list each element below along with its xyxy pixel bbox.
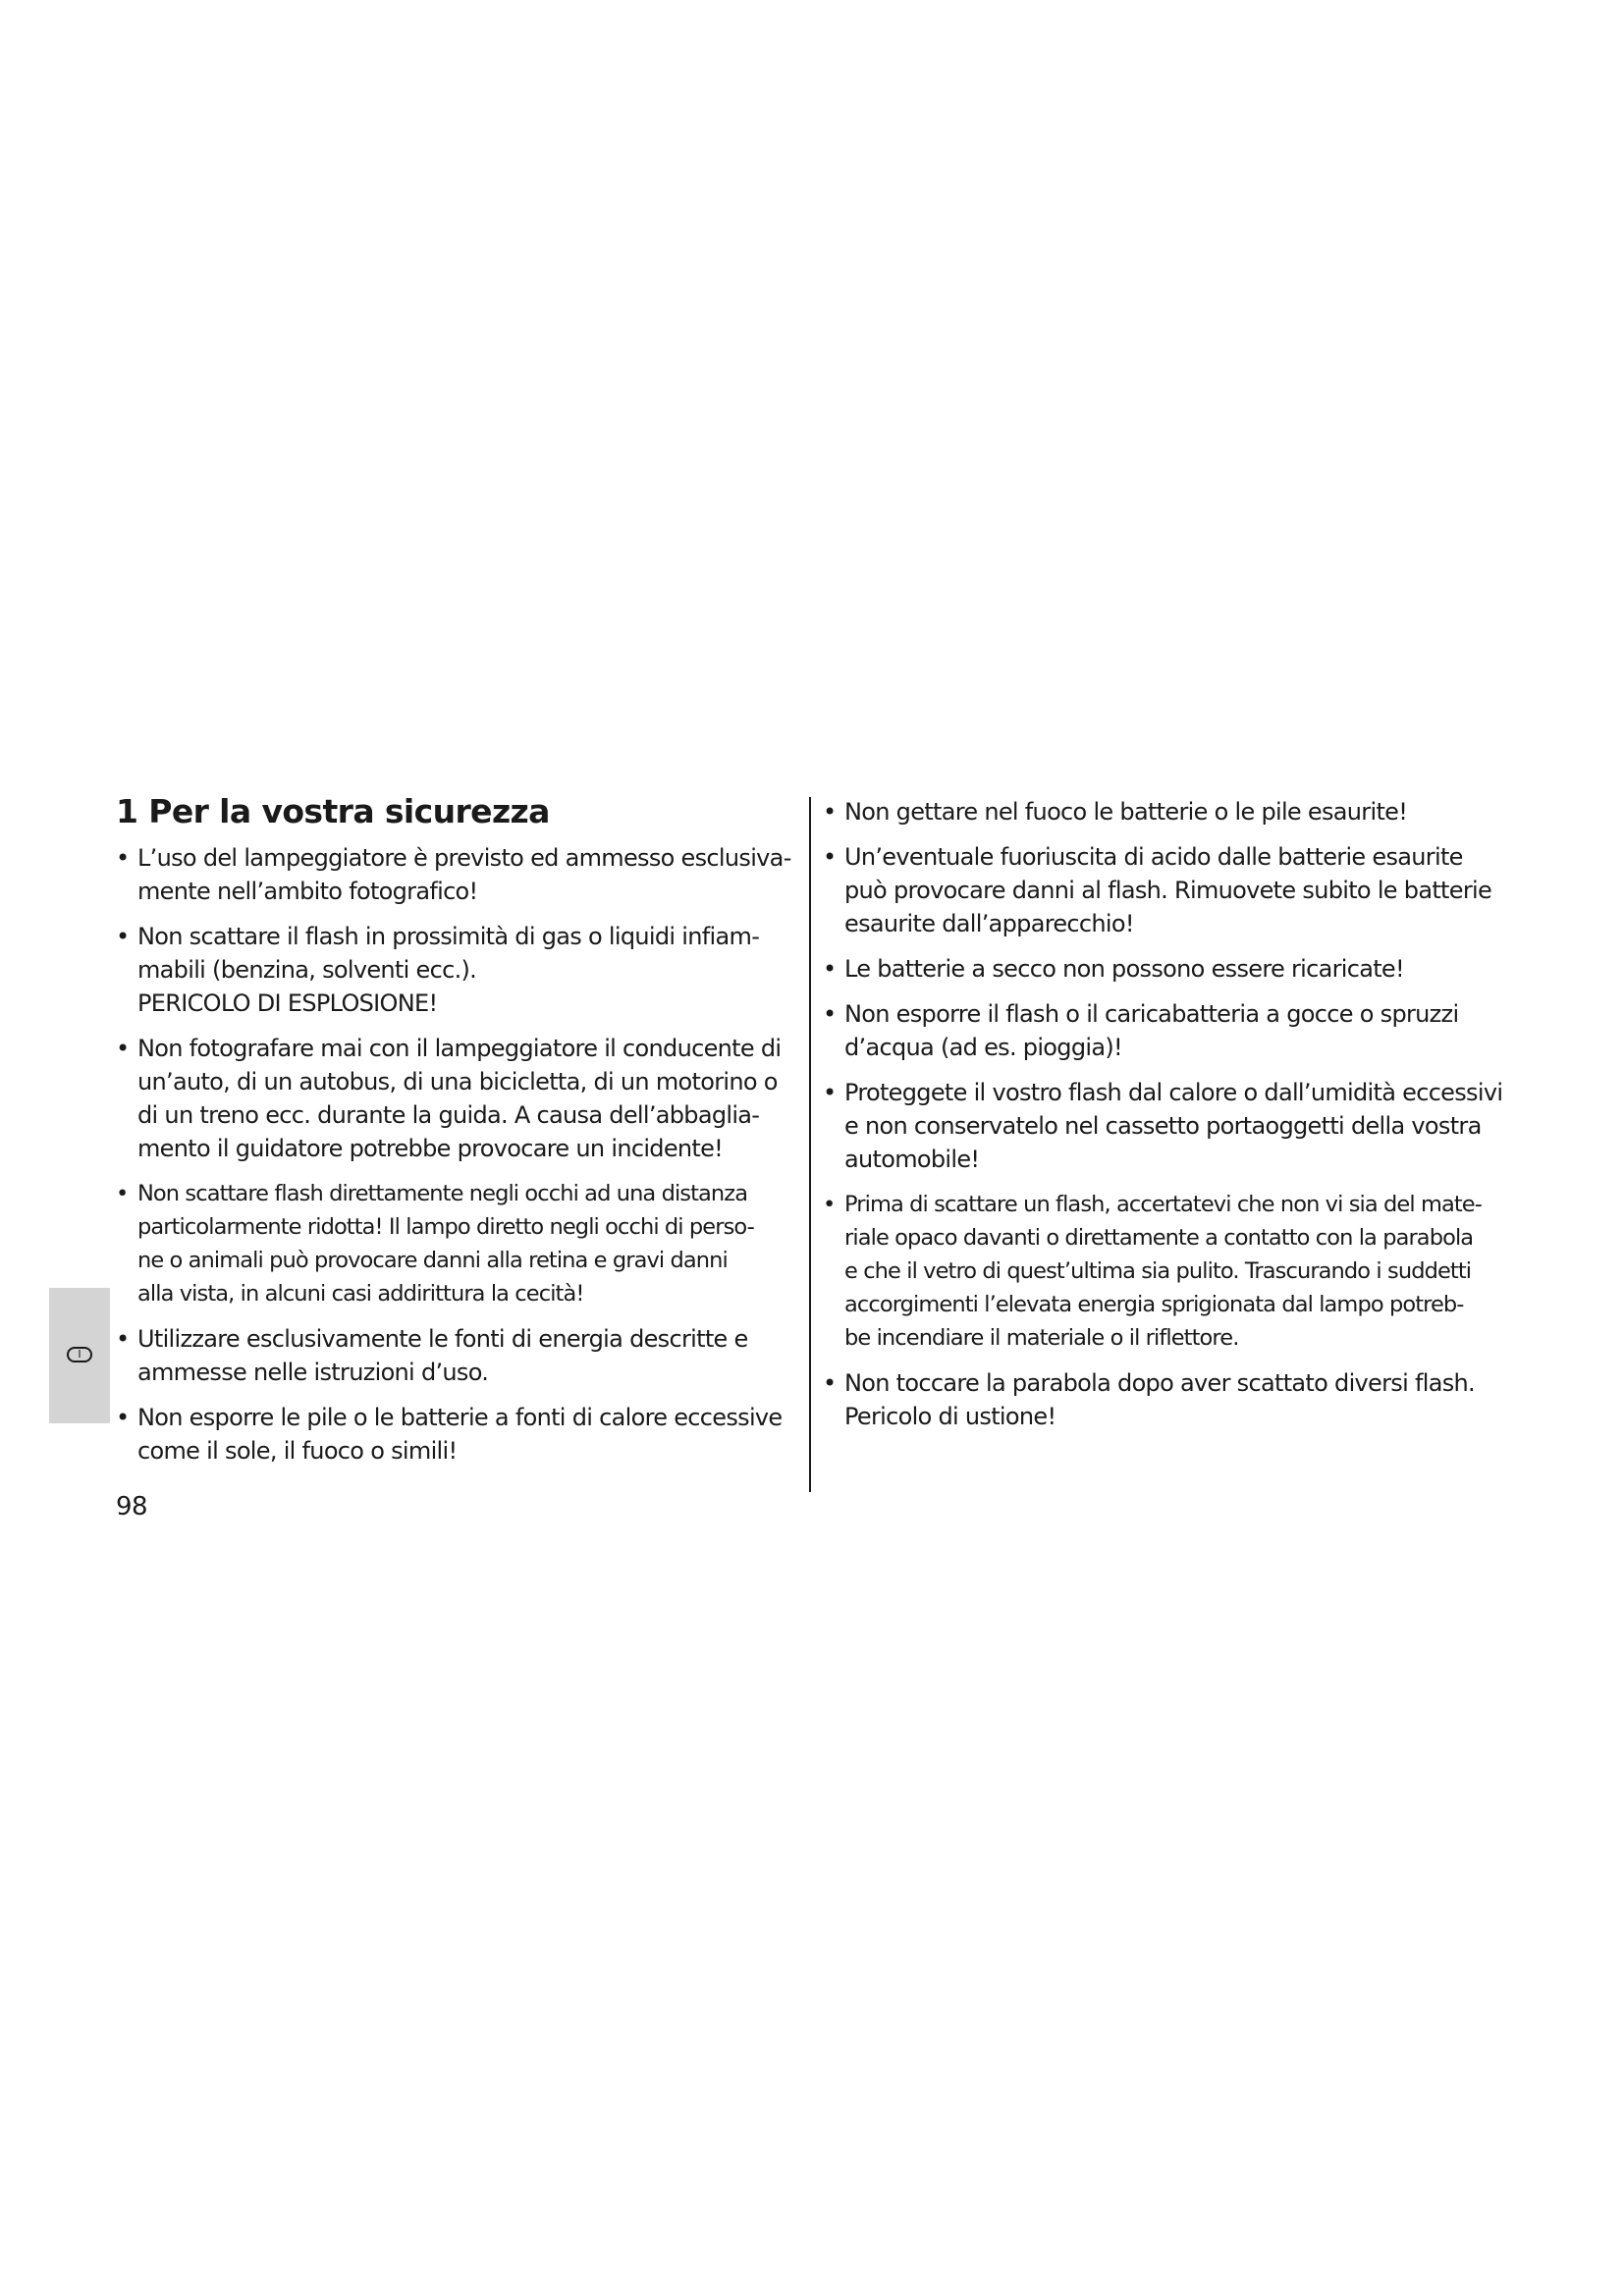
bullet-line: Non gettare nel fuoco le batterie o le pile esaurite!	[844, 798, 1408, 826]
right-bullet-list	[823, 795, 1510, 1433]
warning-text: PERICOLO DI ESPLOSIONE!	[137, 989, 438, 1017]
bullet-icon: •	[823, 1000, 837, 1028]
bullet-icon: •	[116, 1035, 130, 1062]
bullet-line: ne o animali può provocare danni alla retina e gravi danni	[137, 1248, 728, 1273]
bullet-icon: •	[823, 955, 837, 983]
left-column	[116, 790, 793, 1479]
bullet-item	[116, 920, 793, 1020]
bullet-line: Non scattare il flash in prossimità di gas o liquidi infiam-	[137, 923, 760, 950]
bullet-line: Non scattare flash direttamente negli occhi ad una distanza	[137, 1181, 748, 1206]
bullet-icon: •	[823, 1369, 837, 1397]
bullet-item	[823, 997, 1510, 1064]
bullet-line: Non fotografare mai con il lampeggiatore il conducente di	[137, 1035, 782, 1062]
bullet-item	[823, 1076, 1510, 1176]
bullet-line: Un’eventuale fuoriuscita di acido dalle batterie esaurite	[844, 843, 1463, 871]
bullet-item	[116, 1032, 793, 1165]
bullet-line: di un treno ecc. durante la guida. A causa dell’abbaglia-	[137, 1101, 760, 1129]
bullet-line: può provocare danni al flash. Rimuovete subito le batterie	[844, 877, 1492, 904]
bullet-line: automobile!	[844, 1146, 980, 1173]
bullet-line: Pericolo di ustione!	[844, 1403, 1056, 1430]
bullet-line: accorgimenti l’elevata energia sprigionata dal lampo potreb-	[844, 1292, 1464, 1317]
bullet-line: Utilizzare esclusivamente le fonti di energia descritte e	[137, 1325, 748, 1353]
bullet-line: Non esporre le pile o le batterie a fonti di calore eccessive	[137, 1404, 783, 1431]
bullet-item	[116, 1177, 793, 1310]
bullet-item	[823, 1366, 1510, 1433]
bullet-line: particolarmente ridotta! Il lampo diretto negli occhi di perso-	[137, 1214, 754, 1240]
language-badge: I	[67, 1347, 92, 1362]
bullet-item	[116, 1322, 793, 1389]
bullet-icon: •	[823, 843, 837, 871]
bullet-item	[823, 840, 1510, 940]
bullet-item	[116, 841, 793, 908]
left-bullet-list	[116, 841, 793, 1468]
bullet-item	[823, 795, 1510, 828]
bullet-line: Proteggete il vostro flash dal calore o dall’umidità eccessivi	[844, 1079, 1503, 1106]
bullet-icon: •	[116, 1181, 129, 1206]
bullet-line: alla vista, in alcuni casi addirittura la cecità!	[137, 1281, 584, 1307]
bullet-line: Non toccare la parabola dopo aver scattato diversi flash.	[844, 1369, 1475, 1397]
bullet-icon: •	[116, 844, 130, 872]
bullet-line: Non esporre il flash o il caricabatteria a gocce o spruzzi	[844, 1000, 1459, 1028]
bullet-item	[116, 1401, 793, 1468]
bullet-icon: •	[116, 1404, 130, 1431]
bullet-line: L’uso del lampeggiatore è previsto ed ammesso esclusiva-	[137, 844, 791, 872]
bullet-icon: •	[823, 1192, 836, 1217]
bullet-item	[823, 1188, 1510, 1355]
bullet-icon: •	[823, 798, 837, 826]
bullet-line: come il sole, il fuoco o simili!	[137, 1437, 458, 1465]
bullet-line: be incendiare il materiale o il riflettore.	[844, 1325, 1239, 1351]
bullet-icon: •	[116, 923, 130, 950]
bullet-icon: •	[823, 1079, 837, 1106]
bullet-line: mente nell’ambito fotografico!	[137, 878, 478, 905]
bullet-line: ammesse nelle istruzioni d’uso.	[137, 1359, 489, 1386]
bullet-line: Le batterie a secco non possono essere ricaricate!	[844, 955, 1404, 983]
bullet-line: mento il guidatore potrebbe provocare un incidente!	[137, 1135, 724, 1162]
column-divider	[809, 797, 811, 1492]
bullet-line: d’acqua (ad es. pioggia)!	[844, 1034, 1122, 1061]
bullet-item	[823, 952, 1510, 986]
bullet-icon: •	[116, 1325, 130, 1353]
bullet-line: esaurite dall’apparecchio!	[844, 910, 1134, 937]
bullet-line: e che il vetro di quest’ultima sia pulito. Trascurando i suddetti	[844, 1258, 1472, 1284]
bullet-line: Prima di scattare un flash, accertatevi che non vi sia del mate-	[844, 1192, 1482, 1217]
bullet-line: e non conservatelo nel cassetto portaoggetti della vostra	[844, 1112, 1482, 1140]
bullet-line: mabili (benzina, solventi ecc.).	[137, 956, 477, 984]
bullet-line: un’auto, di un autobus, di una bicicletta, di un motorino o	[137, 1068, 778, 1095]
right-column	[823, 795, 1510, 1445]
bullet-line: riale opaco davanti o direttamente a contatto con la parabola	[844, 1225, 1474, 1251]
section-title: 1 Per la vostra sicurezza	[116, 792, 550, 830]
page-number: 98	[116, 1492, 148, 1522]
